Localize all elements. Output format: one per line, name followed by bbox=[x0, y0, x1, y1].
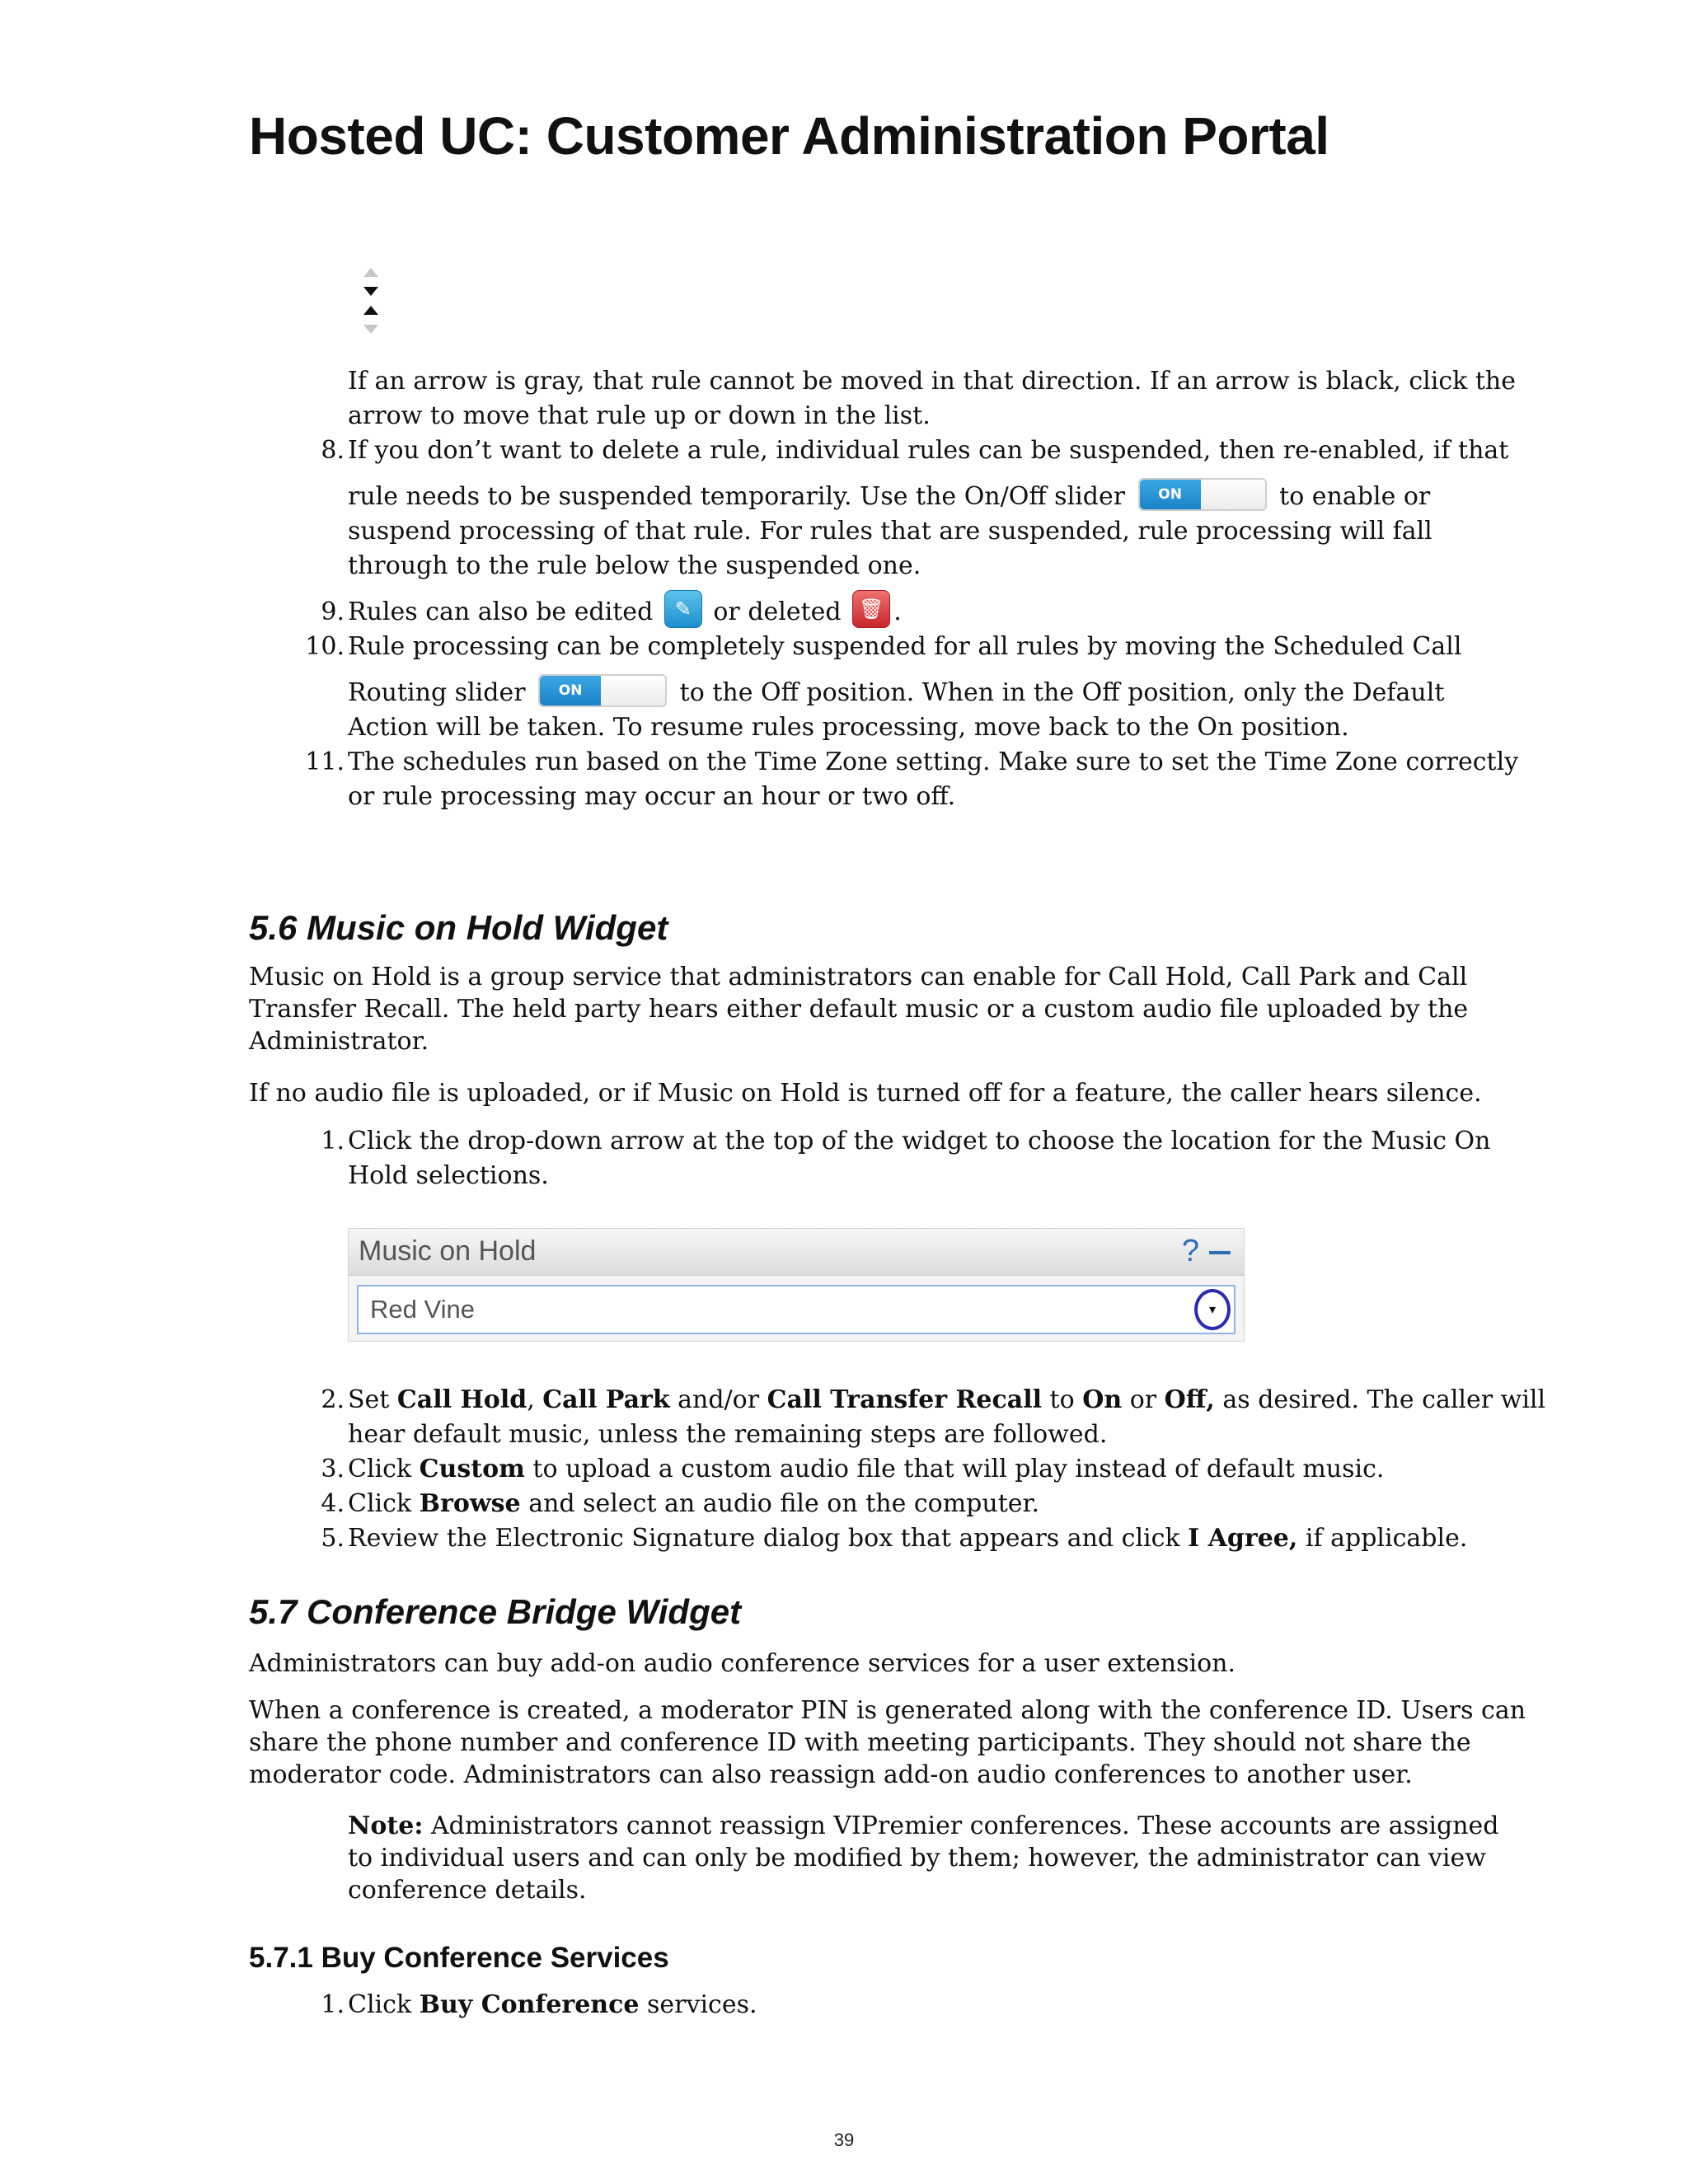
section-heading-music-on-hold: 5.6 Music on Hold Widget bbox=[249, 908, 668, 947]
arrow-up-gray-icon bbox=[363, 268, 378, 277]
list-item: 1. Click Buy Conference services. bbox=[321, 1990, 757, 2019]
music-on-hold-steps-2 bbox=[298, 1383, 1545, 1556]
section-heading-conference-bridge: 5.7 Conference Bridge Widget bbox=[249, 1592, 742, 1631]
music-on-hold-steps-1 bbox=[298, 1124, 1490, 1193]
music-on-hold-silence-note: If no audio file is uploaded, or if Music on Hold is turned off for a feature, the caller hears silence. bbox=[249, 1079, 1482, 1108]
arrow-down-black-icon bbox=[363, 287, 378, 296]
list-item: 3. Click Custom to upload a custom audio file that will play instead of default music. bbox=[321, 1455, 1385, 1483]
list-item: 11. The schedules run based on the Time Zone setting. Make sure to set the Time Zone correctly or rule processing may occur an hour or two off. bbox=[305, 748, 1519, 811]
minimize-icon[interactable] bbox=[1209, 1251, 1231, 1254]
help-icon[interactable]: ? bbox=[1181, 1234, 1199, 1268]
on-off-slider-icon: ON bbox=[1138, 478, 1267, 511]
move-arrows-illustration bbox=[361, 268, 381, 344]
widget-header bbox=[349, 1229, 1244, 1276]
scheduled-routing-slider-icon: ON bbox=[538, 674, 667, 707]
widget-title: Music on Hold bbox=[359, 1235, 537, 1267]
list-item: 9. Rules can also be edited ✎ or deleted 🗑 . bbox=[298, 595, 1518, 630]
chevron-down-icon[interactable]: ▾ bbox=[1194, 1289, 1231, 1330]
conference-bridge-details: When a conference is created, a moderator PIN is generated along with the conference ID. Users can share the phone number and conference ID with meeting participants. They should not share the moderator code. Administrators can also reassign add-on audio conferences to another user. bbox=[249, 1696, 1526, 1789]
location-select-value: Red Vine bbox=[370, 1295, 475, 1324]
subsection-heading-buy-conference: 5.7.1 Buy Conference Services bbox=[249, 1942, 669, 1974]
rules-steps-list bbox=[298, 434, 1518, 814]
music-on-hold-intro: Music on Hold is a group service that administrators can enable for Call Hold, Call Park and Call Transfer Recall. The held party hears either default music or a custom audio file uploaded by the Administrator. bbox=[249, 963, 1469, 1056]
conference-note: Note: Administrators cannot reassign VIPremier conferences. These accounts are assigned to individual users and can only be modified by them; however, the administrator can view conference details. bbox=[348, 1811, 1499, 1905]
trash-icon: 🗑 bbox=[852, 590, 890, 628]
music-on-hold-widget-screenshot bbox=[348, 1228, 1245, 1342]
list-item: 8. If you don’t want to delete a rule, individual rules can be suspended, then re-enabled, if that rule needs to be suspended temporarily. Use the On/Off slider ON to enable or suspend processing of that rule. For rules that are suspended, rule processing will fall through to the rule below the suspended one. bbox=[321, 436, 1509, 580]
conference-bridge-intro: Administrators can buy add-on audio conference services for a user extension. bbox=[249, 1649, 1236, 1678]
edit-icon: ✎ bbox=[664, 590, 702, 628]
arrow-explanation: If an arrow is gray, that rule cannot be moved in that direction. If an arrow is black, click the arrow to move that rule up or down in the list. bbox=[348, 367, 1516, 430]
arrow-up-black-icon bbox=[363, 306, 378, 315]
document-title: Hosted UC: Customer Administration Portal bbox=[249, 106, 1329, 166]
list-item: 5. Review the Electronic Signature dialog box that appears and click I Agree, if applicable. bbox=[321, 1524, 1468, 1553]
list-item: 2. Set Call Hold, Call Park and/or Call Transfer Recall to On or Off, as desired. The caller will hear default music, unless the remaining steps are followed. bbox=[321, 1385, 1546, 1449]
arrow-down-gray-icon bbox=[363, 325, 378, 334]
page-number: 39 bbox=[833, 2130, 855, 2150]
list-item: 4. Click Browse and select an audio file on the computer. bbox=[321, 1489, 1040, 1518]
list-item: 1. Click the drop-down arrow at the top of the widget to choose the location for the Music On Hold selections. bbox=[321, 1127, 1491, 1190]
list-item: 10. Rule processing can be completely suspended for all rules by moving the Scheduled Call Routing slider ON to the Off position. When in the Off position, only the Default Action will be taken. To resume rules processing, move back to the On position. bbox=[305, 632, 1462, 742]
buy-conference-steps bbox=[298, 1988, 757, 2022]
location-select[interactable] bbox=[357, 1285, 1236, 1334]
